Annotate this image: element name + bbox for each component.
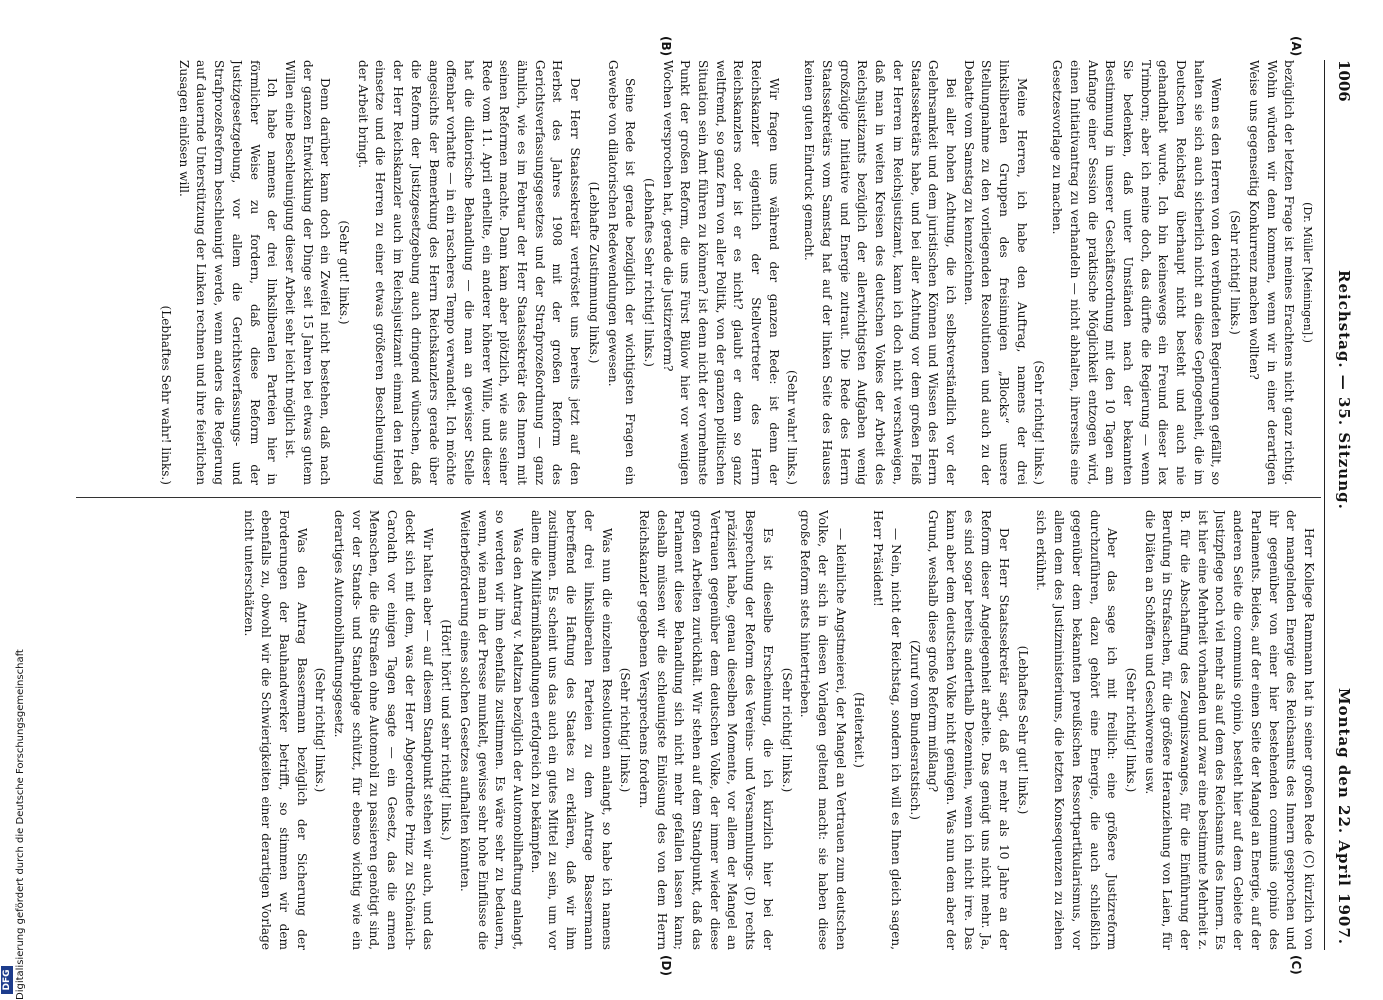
paragraph: Ich habe namens der drei linksliberalen Parteien hier in förmlicher Weise zu fordern, daß diese Reform der Justizgesetzgebung, vor allem die Gerichtsverfassungs- und Strafprozeßreform beschleunigt werde, wenn anders die Regierung auf dauernde Unterstützung der Linken rechnen und ihre feierlichen Zusagen einlösen will. xyxy=(176,60,280,485)
interjection: (Sehr richtig! links.) xyxy=(1123,667,1138,793)
margin-mark-a: (A) xyxy=(1289,36,1303,57)
header-rule xyxy=(1324,60,1325,950)
header-title: Reichstag. — 35. Sitzung. xyxy=(1335,270,1353,510)
interjection: (Sehr richtig! links.) xyxy=(618,667,633,793)
paragraph: Meine Herren, ich habe den Auftrag, namens der drei linksliberalen Gruppen des freisinnigen „Blocks“ unsere Stellungnahme zu den vorliegenden Resolutionen und auch zu der Debatte vom Samstag zu kennzeichnen. xyxy=(961,60,1029,485)
paragraph: Was den Antrag v. Maltzan bezüglich der Automobilhaftung anlangt, so werden wir ihm ebenfalls zustimmen. Es wäre sehr zu bedauern, wenn, wie man in der Presse munkelt, gewisse sehr hohe Einflüsse die Weiterbeförderung eines solchen Gesetzes aufhalten könnten. xyxy=(457,510,526,950)
interjection: (Sehr wahr! links.) xyxy=(784,369,799,485)
interjection: (Hört! hört! und sehr richtig! links.) xyxy=(439,619,454,841)
dfg-logo-text: DFG xyxy=(2,969,12,991)
interjection: (Sehr richtig! links.) xyxy=(779,667,794,793)
paragraph: Aber das sage ich mit freilich: eine größere Justizreform durchzuführen, dazu gehört eine Energie, die auch schließlich gegenüber dem bekannten preußischen Ressortpartikularismus, vor allem dem des Justizministeriums, die letzten Konsequenzen zu ziehen sich erkühnt. xyxy=(1034,510,1120,950)
paragraph: Der Herr Staatssekretär vertröstet uns bereits jetzt auf den Herbst des Jahres 1908 mit der großen Reform des Gerichtsverfassungsgesetzes und der Strafprozeßordnung — ganz ähnlich, wie es im Februar der Herr Staatssekretär des Innern mit seinen Reformen machte. Dann kam aber plötzlich, wie aus seiner Rede vom 11. April erhellte, ein anderer höherer Wille, und dieser hat die dilatorische Behandlung — die man an gewisser Stelle offenbar vorhatte — in ein rascheres Tempo verwandelt. Ich möchte angesichts der Bemerkung des Herrn Reichskanzlers gerade über die Reform der Justizgesetzgebung auch dringend wünschen, daß der Herr Reichskanzler auch im Reichsjustizamt einmal den Hebel einsetze und die Herren zu einer etwas größeren Beschleunigung der Arbeit bringt. xyxy=(355,60,583,485)
interjection: (Lebhaftes Sehr gut! links.) xyxy=(1015,645,1030,815)
interjection: (Lebhaftes Sehr richtig! links.) xyxy=(641,177,656,368)
column-divider xyxy=(76,497,1321,498)
paragraph: — Nein, nicht der Reichstag, sondern ich will es Ihnen gleich sagen, Herr Präsident! xyxy=(871,510,903,950)
margin-mark-d: (D) xyxy=(659,955,673,976)
dfg-logo-icon xyxy=(1,966,13,994)
digitization-sidebar xyxy=(0,0,14,1000)
paragraph: Was den Antrag Bassermann bezüglich der Sicherung der Forderungen der Bauhandwerker betrifft, so stimmen wir dem ebenfalls zu, obwohl wir die Schwierigkeiten einer derartigen Vorlage nicht unterschätzen. xyxy=(241,510,309,950)
interjection: (Sehr richtig! links.) xyxy=(313,667,328,793)
paragraph: Bei aller hohen Achtung, die ich selbstverständlich vor der Gelehrsamkeit und dem juristischen Können und Wissen des Herrn Staatssekretärs habe, und bei aller Achtung vor dem großen Fleiß der Herren im Reichsjustizamt, kann ich doch nicht verschweigen, daß man in weiten Kreisen des deutschen Volkes der Arbeit des Reichsjustizamts bezüglich der allerwichtigsten Aufgaben wenig großzügige Initiative und Energie zutraut. Die Rede des Herrn Staatssekretärs vom Samstag hat auf der linken Seite des Hauses keinen guten Eindruck gemacht. xyxy=(802,60,958,485)
speaker-label: (Dr. Müller [Meiningen].) xyxy=(1301,202,1314,343)
paragraph: Wir fragen uns während der ganzen Rede: ist denn der Reichskanzler eigentlich der Stellvertreter des Herrn Reichskanzlers oder ist er es nicht? glaubt er denn so ganz weltfremd, so ganz fern von aller Politik, von der ganzen politischen Situation sein Amt führen zu können? ist denn nicht der vornehmste Punkt der großen Reform, die uns Fürst Bülow hier vor wenigen Wochen versprochen hat, gerade die Justizreform? xyxy=(660,60,781,485)
interjection: (Heiterkeit.) xyxy=(852,692,867,768)
paragraph: bezüglich der letzten Frage ist meines Erachtens nicht ganz richtig. Wohin würden wir denn kommen, wenn wir in einer derartigen Weise uns gegenseitig Konkurrenz machen wollten? xyxy=(1246,60,1297,485)
page-number: 1006 xyxy=(1335,60,1353,102)
page-header xyxy=(1325,0,1361,1000)
right-text-column xyxy=(77,510,1317,950)
paragraph: Herr Kollege Rammann hat in seiner großen Rede (C) kürzlich von der mangelnden Energie des Reichsamts des Innern gesprochen und ihr gegenüber von einer hier bestehenden communis opinio des Parlaments. Beides, auf der einen Seite der Mangel an Energie, auf der anderen Seite die communis opinio, besteht hier auf dem Gebiete der Justizpflege noch viel mehr als auf dem des Reichsamts des Innern. Es ist hier eine Mehrheit vorhanden und zwar eine bestimmte Mehrheit z. B. für die Abschaffung des Zeugniszwanges, für die Einführung der Berufung in Strafsachen, für die größere Heranziehung von Laien, für die Diäten an Schöffen und Geschworene usw. xyxy=(1142,510,1316,950)
interjection: (Zuruf vom Bundesratstisch.) xyxy=(907,640,922,820)
margin-mark-b: (B) xyxy=(659,36,673,57)
interjection: (Sehr richtig! links.) xyxy=(1032,360,1047,485)
interjection: (Lebhaftes Sehr wahr! links.) xyxy=(159,305,173,485)
paragraph: Was nun die einzelnen Resolutionen anlangt, so habe ich namens der drei linksliberalen Parteien zu dem Antrage Bassermann betreffend die Haftung des Staates zu erklären, daß wir ihm zustimmen. Es scheint uns das auch ein gutes Mittel zu sein, um vor allem die Militärmißhandlungen erfolgreich zu bekämpfen. xyxy=(528,510,614,950)
header-date: Montag den 22. April 1907. xyxy=(1335,688,1353,945)
paragraph: Denn darüber kann doch ein Zweifel nicht bestehen, daß nach der ganzen Entwicklung der Dinge seit 15 Jahren bei etwas gutem Willen eine Beschleunigung dieser Arbeit sehr leicht möglich ist. xyxy=(282,60,333,485)
interjection: (Sehr gut! links.) xyxy=(337,220,352,325)
paragraph: Es ist dieselbe Erscheinung, die ich kürzlich hier bei der Besprechung der Reform des Vereins- und Versammlungs- (D) rechts präzisiert habe, genau dieselben Momente, vor allem der Mangel an Vertrauen gegenüber dem deutschen Volke, der immer wieder diese großen Arbeiten zurückhält. Wir stehen auf dem Standpunkt, daß das Parlament diese Behandlung sich nicht mehr gefallen lassen kann; deshalb müssen wir die schleunigste Einlösung des von dem Herrn Reichskanzler gegebenen Versprechens fordern. xyxy=(636,510,775,950)
left-text-column xyxy=(77,60,1317,485)
margin-mark-c: (C) xyxy=(1289,955,1303,975)
paragraph: Seine Rede ist gerade bezüglich der wichtigsten Fragen ein Gewebe von dilatorischen Redewendungen gewesen. xyxy=(605,60,638,485)
interjection: (Sehr richtig! links.) xyxy=(1228,210,1243,335)
funding-credit: Digitalisierung gefördert durch die Deutsche Forschungsgemeinschaft xyxy=(15,649,26,1000)
paragraph: Wir halten aber — auf diesem Standpunkt stehen wir auch, und das deckt sich mit dem, was der Herr Abgeordnete Prinz zu Schönaich-Carolath vor einigen Tagen sagte — ein Gesetz, das die armen Menschen, die die Straßen ohne Automobil zu passieren genötigt sind, vor der Stands- und Standplage schützt, für ebenso wichtig wie ein derartiges Automobilhaftungsgesetz. xyxy=(332,510,435,950)
interjection: (Lebhafte Zustimmung links.) xyxy=(586,181,601,364)
paragraph: — kleinliche Angstmeierei, der Mangel an Vertrauen zum deutschen Volke, der sich in diesen Vorlagen geltend macht: sie haben diese große Reform stets hintertrieben. xyxy=(798,510,848,950)
paragraph: Der Herr Staatssekretär sagt, daß er mehr als 10 Jahre an der Reform dieser Angelegenheit arbeite. Das genügt uns nicht mehr. Ja, es sind sogar bereits anderthalb Dezennien, wenn ich nicht irre. Das kann aber dem deutschen Volke nicht genügen. Was nun dem aber der Grund, weshalb diese große Reform mißlang? xyxy=(926,510,1012,950)
paragraph: Wenn es den Herren von den verbündeten Regierungen gefällt, so halten sie sich auch sicherlich nicht an diese Gepflogenheit, die im Deutschen Reichstag überhaupt nicht besteht und auch nie gehandhabt wurde. Ich bin keineswegs ein Freund dieser lex Trimborn; aber ich meine doch, das dürfte die Regierung — wenn Sie bedenken, daß unter Umständen nach der bekannten Bestimmung in unserer Geschäftsordnung mit den 10 Tagen am Anfange einer Session die praktische Möglichkeit entzogen wird, einen Initiativantrag zu verhandeln — nicht abhalten, ihrerseits eine Gesetzesvorlage zu machen. xyxy=(1050,60,1224,485)
